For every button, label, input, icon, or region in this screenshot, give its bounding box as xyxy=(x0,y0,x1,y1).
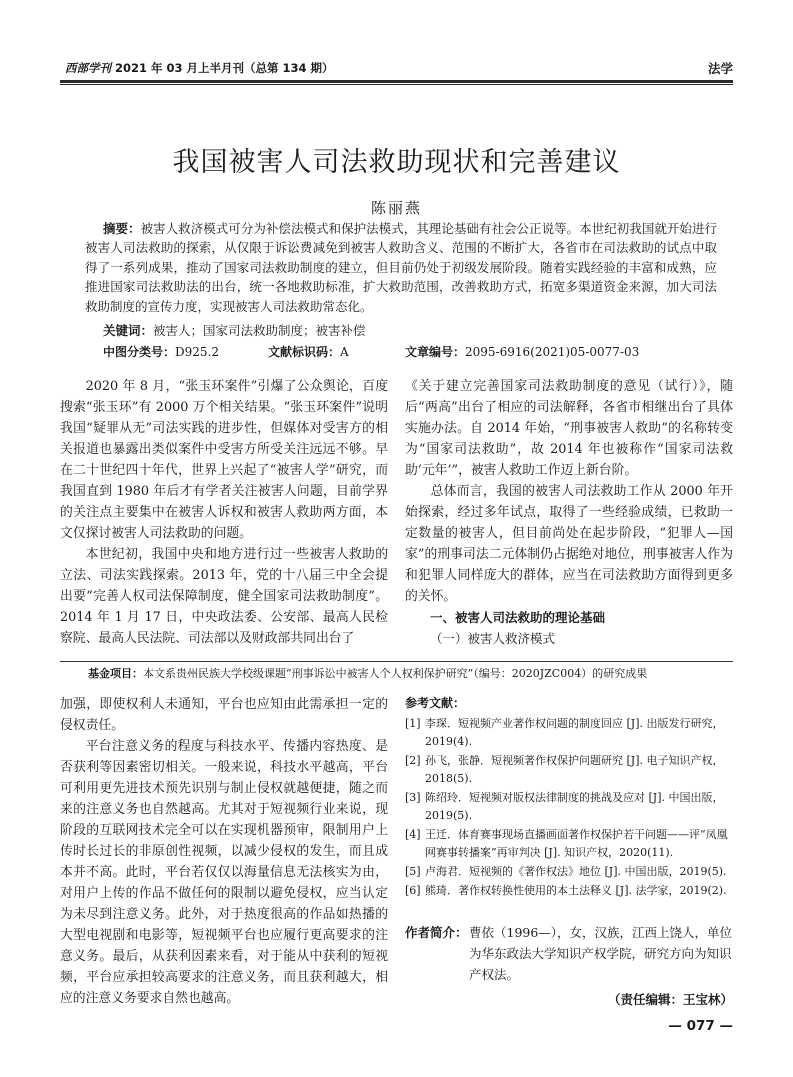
reference-item xyxy=(405,826,733,862)
article-no-value: 2095-6916(2021)05-0077-03 xyxy=(465,345,640,359)
bio-label: 作者简介： xyxy=(405,925,468,940)
keywords-text: 被害人；国家司法救助制度；被害补偿 xyxy=(153,323,366,338)
header-rule-thick xyxy=(60,80,733,83)
reference-text: 李琛．短视频产业著作权问题的制度回应 [J]. 出版发行研究，2019(4). xyxy=(425,717,724,748)
funding-text: 本文系贵州民族大学校级课题“刑事诉讼中被害人个人权利保护研究”（编号：2020JZC004）的研究成果 xyxy=(143,667,648,680)
abstract-label: 摘要： xyxy=(103,221,141,236)
subsection-heading: （一）被害人救济模式 xyxy=(430,631,556,646)
keywords-label: 关键词： xyxy=(103,323,154,338)
reference-item xyxy=(405,789,733,825)
reference-item xyxy=(405,752,733,788)
reference-text: 王迁．体育赛事现场直播画面著作权保护若干问题——评“凤凰网赛事转播案”再审判决 [J]. 知识产权，2020(11). xyxy=(425,828,728,859)
references xyxy=(405,694,733,901)
article-no-label: 文章编号： xyxy=(405,345,466,359)
document-code xyxy=(268,343,349,361)
reference-number: [6] xyxy=(405,884,421,897)
paragraph: 总体而言，我国的被害人司法救助工作从 2000 年开始探索，经过多年试点，取得了一些经验成绩，已救助一定数量的被害人，但目前尚处在起步阶段，“犯罪人—国家”的刑事司法二元体制仍占据绝对地位，刑事被害人作为和犯罪人同样庞大的群体，应当在司法救助方面得到更多的关怀。 xyxy=(405,484,733,604)
reference-item xyxy=(405,863,733,881)
reference-text: 卢海君．短视频的《著作权法》地位 [J]. 中国出版，2019(5). xyxy=(425,865,727,878)
page-number: — 077 — xyxy=(668,1018,733,1034)
footnote-rule xyxy=(60,661,733,662)
reference-item xyxy=(405,882,733,900)
author-bio xyxy=(405,922,733,985)
header-left xyxy=(65,60,334,76)
reference-number: [4] xyxy=(405,828,421,841)
references-title: 参考文献： xyxy=(405,696,466,710)
clc-code xyxy=(103,343,219,361)
article-title: 我国被害人司法救助现状和完善建议 xyxy=(172,147,621,178)
clc-value: D925.2 xyxy=(175,345,219,359)
reference-number: [3] xyxy=(405,791,421,804)
keywords xyxy=(103,322,366,340)
funding-label: 基金项目： xyxy=(88,667,143,680)
issue-info: 2021 年 03 月上半月刊（总第 134 期） xyxy=(115,61,334,75)
reference-number: [1] xyxy=(405,717,421,730)
abstract xyxy=(85,219,717,316)
funding-note xyxy=(88,666,733,682)
body-column-right xyxy=(405,376,733,649)
responsible-editor: （责任编辑：王宝林） xyxy=(607,992,733,1007)
reference-text: 孙飞，张静．短视频著作权保护问题研究 [J]. 电子知识产权，2018(5). xyxy=(425,754,724,785)
doc-code-label: 文献标识码： xyxy=(268,345,341,359)
paragraph: 加强，即使权利人未通知，平台也应知由此需承担一定的侵权责任。 xyxy=(60,697,388,733)
clc-label: 中图分类号： xyxy=(103,345,176,359)
body-column-left xyxy=(60,376,388,649)
paragraph: 平台注意义务的程度与科技水平、传播内容热度、是否获利等因素密切相关。一般来说，科技水平越高，平台可利用更先进技术预先识别与制止侵权就越便捷，随之而来的注意义务也自然越高。尤其对于短视频行业来说，现阶段的互联网技术完全可以在实现机器预审，限制用户上传时长过长的非原创性视频，以减少侵权的发生，而且成本并不高。此时，平台若仅仅以海量信息无法核实为由，对用户上传的作品不做任何的限制以避免侵权，应当认定为未尽到注意义务。此外，对于热度很高的作品如热播的大型电视剧和电影等，短视频平台也应履行更高要求的注意义务。最后，从获利因素来看，对于能从中获利的短视频，平台应承担较高要求的注意义务，而且获利越大，相应的注意义务要求自然也越高。 xyxy=(60,739,388,1006)
running-header xyxy=(65,56,733,78)
reference-number: [2] xyxy=(405,754,421,767)
header-rule-thin xyxy=(60,84,733,85)
section-heading: 一、被害人司法救助的理论基础 xyxy=(430,610,606,625)
section-name: 法学 xyxy=(707,61,733,76)
abstract-text: 被害人救济模式可分为补偿法模式和保护法模式，其理论基础有社会公正说等。本世纪初我国就开始进行被害人司法救助的探索，从仅限于诉讼费减免到被害人救助含义、范围的不断扩大，各省市在司法救助的试点中取得了一系列成果，推动了国家司法救助制度的建立，但目前仍处于初级发展阶段。随着实践经验的丰富和成熟，应推进国家司法救助法的出台，统一各地救助标准，扩大救助范围，改善救助方式，拓宽多渠道资金来源，加大司法救助制度的宣传力度，实现被害人司法救助常态化。 xyxy=(85,221,717,314)
article-number xyxy=(405,343,639,361)
paragraph: 本世纪初，我国中央和地方进行过一些被害人救助的立法、司法实践探索。2013 年，党的十八届三中全会提出要“完善人权司法保障制度，健全国家司法救助制度”。2014 年 1 月 17 日，中央政法委、公安部、最高人民检察院、最高人民法院、司法部以及财政部共同出台了 xyxy=(60,547,388,646)
reference-text: 陈绍玲．短视频对版权法律制度的挑战及应对 [J]. 中国出版，2019(5). xyxy=(425,791,724,822)
paragraph: 2020 年 8 月，“张玉环案件”引爆了公众舆论，百度搜索“张玉环”有 2000 万个相关结果。“张玉环案件”说明我国“疑罪从无”司法实践的进步性，但媒体对受害方的相关报道也暴露出类似案件中受害方所受关注远远不够。早在二十世纪四十年代，世界上兴起了“被害人学”研究，而我国直到 1980 年后才有学者关注被害人问题，目前学界的关注点主要集中在被害人诉权和被害人救助两方面，本文仅探讨被害人司法救助的问题。 xyxy=(60,379,388,541)
reference-text: 熊琦．著作权转换性使用的本土法释义 [J]. 法学家，2019(2). xyxy=(425,884,727,897)
journal-name: 西部学刊 xyxy=(65,61,111,75)
reference-item xyxy=(405,715,733,751)
reference-number: [5] xyxy=(405,865,421,878)
doc-code-value: A xyxy=(340,345,349,359)
body-column-left-bottom xyxy=(60,694,388,1009)
paragraph: 《关于建立完善国家司法救助制度的意见（试行）》，随后“两高”出台了相应的司法解释，各省市相继出台了具体实施办法。自 2014 年始，“刑事被害人救助”的名称转变为“国家司法救助”，故 2014 年也被称作“国家司法救助‘元年’”，被害人救助工作迈上新台阶。 xyxy=(405,379,733,478)
article-author: 陈丽燕 xyxy=(370,199,422,217)
bio-text: 曹依（1996—），女，汉族，江西上饶人，单位为华东政法大学知识产权学院，研究方向为知识产权法。 xyxy=(469,925,733,982)
